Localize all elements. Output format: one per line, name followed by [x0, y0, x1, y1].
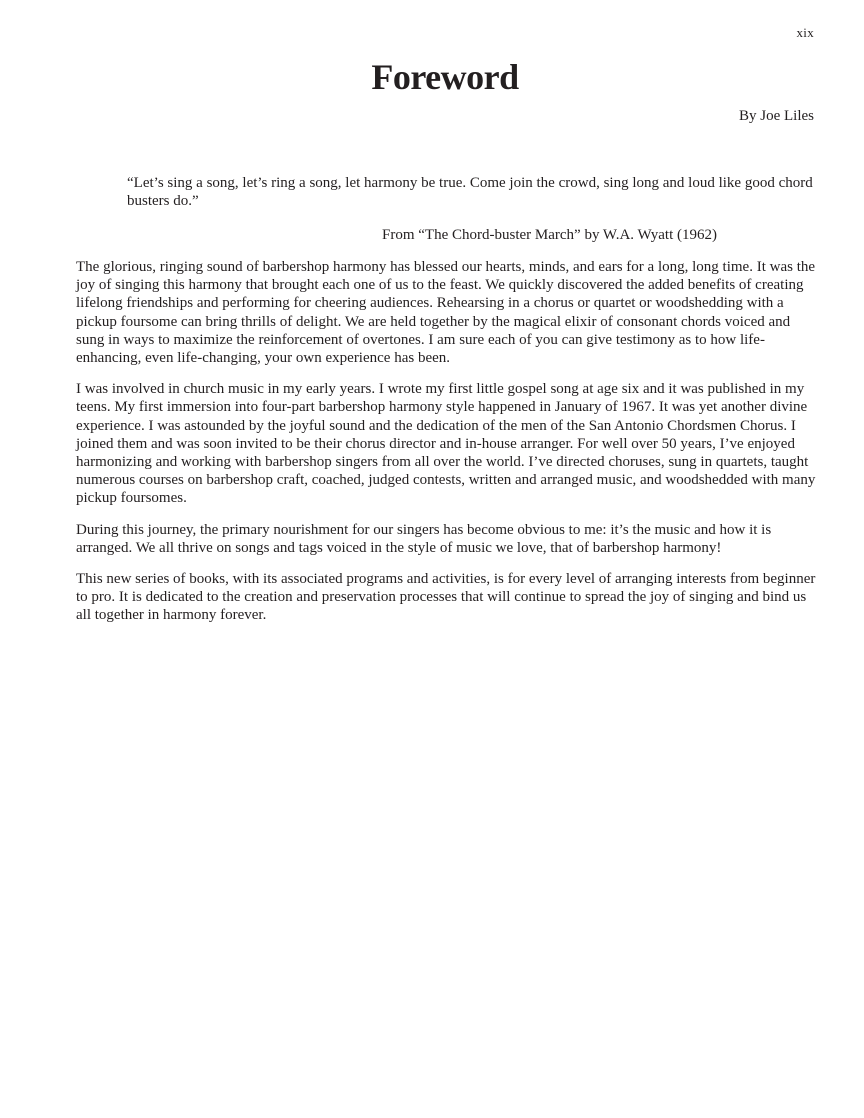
author-byline: By Joe Liles	[739, 108, 814, 124]
epigraph-attribution: From “The Chord-buster March” by W.A. Wyatt (1962)	[382, 227, 718, 243]
paragraph: The glorious, ringing sound of barbershop harmony has blessed our hearts, minds, and ears for a long, long time. It was the joy of singing this harmony that brought each one of us to the feast. We quickly discovered the added benefits of creating lifelong friendships and performing for cheering audiences. Rehearsing in a chorus or quartet or woodshedding with a pickup foursome can bring thrills of delight. We are held together by the magical elixir of consonant chords voiced and sung in ways to maximize the reinforcement of overtones. I am sure each of you can give testimony as to how life-enhancing, even life-changing, your own experience has been.	[76, 259, 816, 367]
epigraph-quote: “Let’s sing a song, let’s ring a song, let harmony be true. Come join the crowd, sing long and loud like good chord busters do.”	[127, 175, 813, 209]
page-number: xix	[796, 25, 814, 40]
page-title: Foreword	[371, 57, 519, 97]
paragraph: During this journey, the primary nourishment for our singers has become obvious to me: it’s the music and how it is arranged. We all thrive on songs and tags voiced in the style of music we love, that of barbershop harmony!	[76, 521, 772, 556]
paragraph: I was involved in church music in my early years. I wrote my first little gospel song at age six and it was published in my teens. My first immersion into four-part barbershop harmony style happened in January of 1967. It was yet another divine experience. I was astounded by the joyful sound and the dedication of the men of the San Antonio Chordsmen Chorus. I joined them and was soon invited to be their chorus director and in-house arranger. For well over 50 years, I’ve enjoyed harmonizing and working with barbershop singers from all over the world. I’ve directed choruses, sung in quartets, taught numerous courses on barbershop craft, coached, judged contests, written and arranged music, and woodshedded with many pickup foursomes.	[76, 381, 816, 507]
foreword-body	[76, 258, 816, 638]
paragraph: This new series of books, with its associated programs and activities, is for every level of arranging interests from beginner to pro. It is dedicated to the creation and preservation processes that will continue to spread the joy of singing and bind us all together in harmony forever.	[76, 571, 816, 624]
